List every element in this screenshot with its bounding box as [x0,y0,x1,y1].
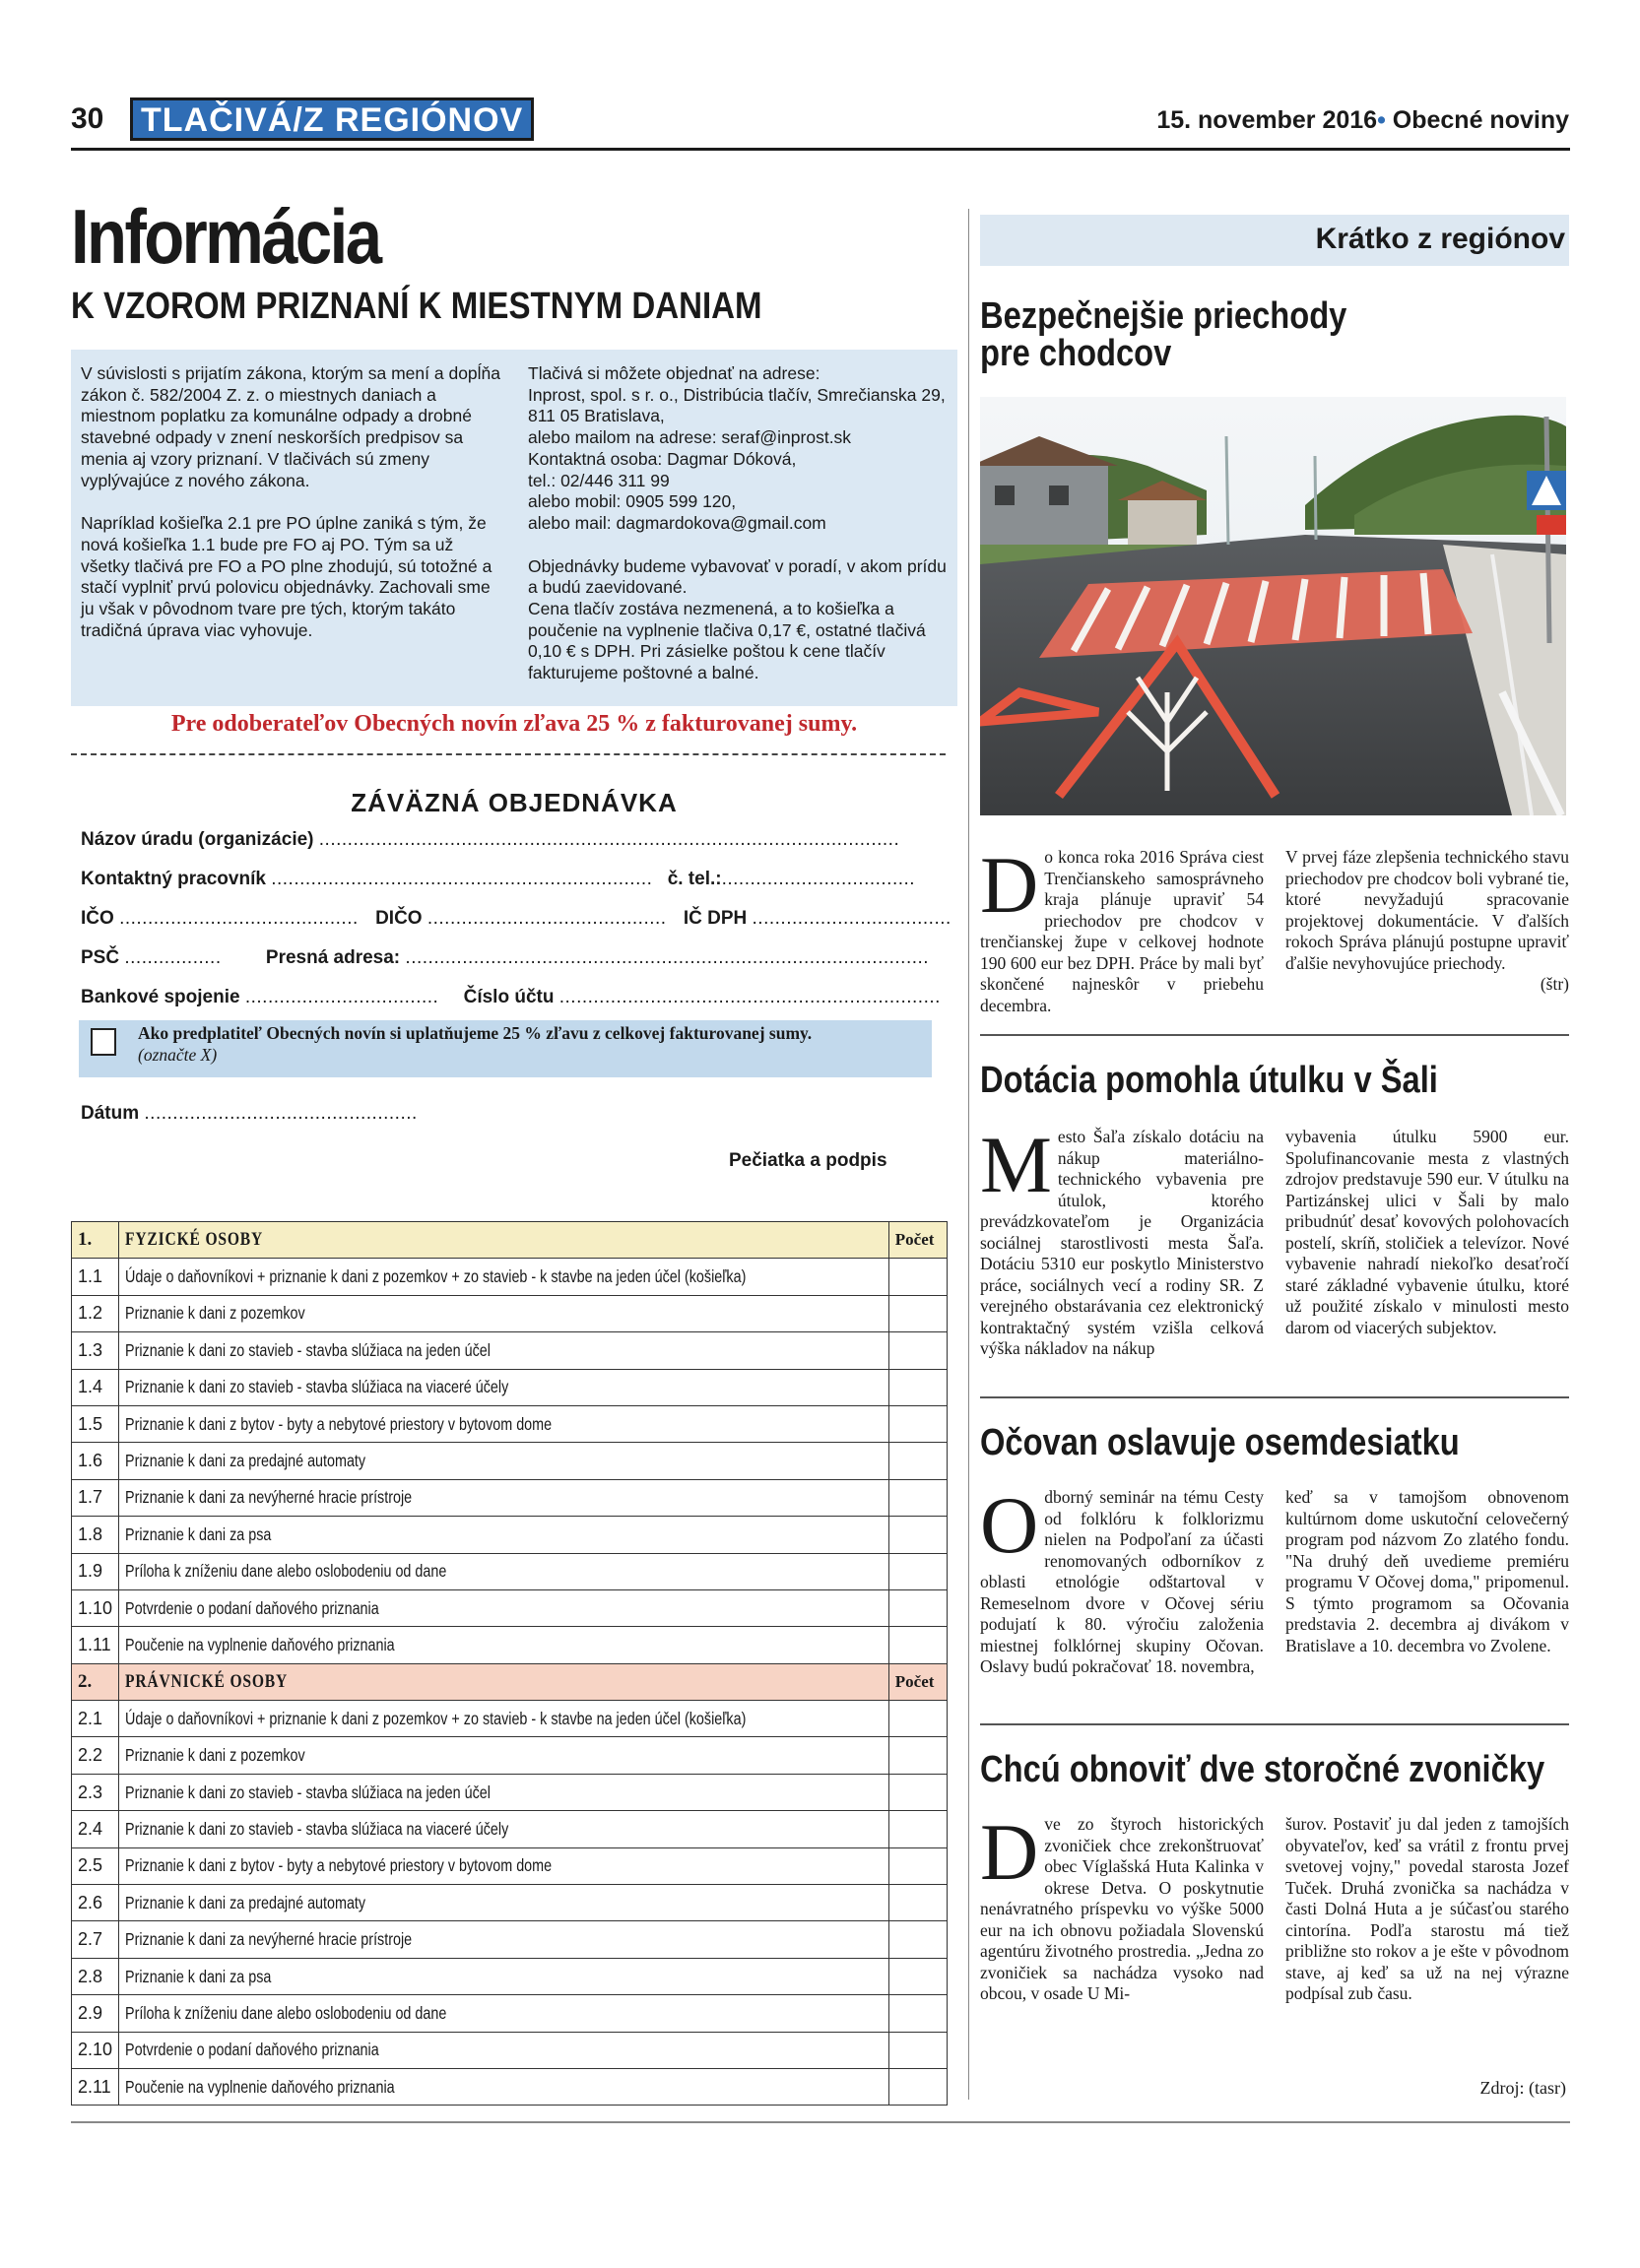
date-field[interactable]: ................................................ [144,1103,418,1124]
issue-info [1156,106,1569,135]
article-column [980,1120,1264,1360]
row-count-input[interactable] [888,1589,947,1626]
row-form-name: Priznanie k dani z pozemkov [119,1737,889,1774]
psc-field[interactable]: ................. [124,947,222,968]
table-row [72,1517,948,1553]
row-form-name: Priznanie k dani z pozemkov [119,1295,889,1331]
row-number: 1.3 [72,1332,119,1369]
row-count-input[interactable] [888,1405,947,1442]
section-banner-title: Krátko z regiónov [1315,223,1565,255]
article-separator [980,1396,1569,1398]
drop-cap: D [980,1807,1039,1897]
row-count-input[interactable] [888,1995,947,2032]
dic-field[interactable]: .......................................... [426,908,667,929]
info-line: alebo mail: dagmardokova@gmail.com [528,512,826,533]
row-number: 1.7 [72,1479,119,1516]
row-number: 1.9 [72,1553,119,1589]
row-count-input[interactable] [888,1958,947,1994]
row-count-input[interactable] [888,2068,947,2105]
crosswalk-photo [980,397,1566,815]
section-label: TLAČIVÁ/Z REGIÓNOV [130,97,534,141]
row-count-input[interactable] [888,1737,947,1774]
page-number: 30 [71,102,104,135]
drop-cap: O [980,1480,1039,1570]
info-left-column [81,363,504,663]
info-line: tel.: 02/446 311 99 [528,470,670,490]
paper-name: Obecné noviny [1392,106,1569,134]
info-line: Tlačivá si môžete objednať na adrese: [528,363,820,383]
table-row [72,1921,948,1958]
row-form-name: Poučenie na vyplnenie daňového priznania [119,2068,889,2105]
row-count-input[interactable] [888,1295,947,1331]
info-line: Kontaktná osoba: Dagmar Dóková, [528,448,797,469]
row-count-input[interactable] [888,1259,947,1295]
article-separator [980,1034,1569,1036]
drop-cap: D [980,840,1039,930]
table-row [72,1811,948,1847]
row-form-name: Priznanie k dani za nevýherné hracie prístroje [119,1479,889,1516]
row-number: 2.3 [72,1774,119,1810]
count-header: Počet [888,1663,947,1700]
page-subtitle: K VZOROM PRIZNANÍ K MIESTNYM DANIAM [71,286,762,327]
table-row [72,1995,948,2032]
row-count-input[interactable] [888,1443,947,1479]
article-title-line: pre chodcov [980,333,1172,374]
row-form-name: Priznanie k dani za predajné automaty [119,1443,889,1479]
icdph-field[interactable]: ................................... [752,908,951,929]
psc-label: PSČ [81,947,120,968]
article-text: esto Šaľa získalo dotáciu na nákup materiálno-technického vybavenia pre útulok, ktorého prevádzkovateľom je Organizácia sociálnej starostlivosti mesta Šaľa. Dotáciu 5310 eur poskytlo Ministerstvo práce, sociálnych vecí a rodiny SR. Z verejného obstarávania cez elektronický kontraktačný systém vzišla celková výška nákladov na nákup [980,1127,1264,1358]
row-count-input[interactable] [888,1332,947,1369]
article-text: vybavenia útulku 5900 eur. Spolufinancovanie mesta z vlastných zdrojov predstavuje 590 eur. V útulku na Partizánskej ulici v Šali by malo pribudnúť desať kovových polohovacích postelí, skríň, stoličiek a televízor. Nové vybavenie nahradí niekoľko desaťročí staré základné vybavenie útulku, ktoré už použité získalo v minulosti mesto darom od viacerých subjektov. [1285,1127,1569,1337]
row-form-name: Príloha k zníženiu dane alebo oslobodeniu od dane [119,1553,889,1589]
contact-row[interactable] [81,869,915,890]
row-count-input[interactable] [888,1517,947,1553]
table-row [72,1369,948,1405]
article-text: šurov. Postaviť ju dal jeden z tamojších obyvateľov, keď sa vrátil z frontu prvej svetovej vojny," povedal starosta Jozef Tuček. Druhá zvonička sa nachádza v časti Dolná Huta a je súčasťou starého cintorína. Podľa starostu má tiež približne sto rokov a je ešte v pôvodnom stave, aj keď sa už na nej výrazne podpísal zub času. [1285,1814,1569,2003]
article-column [980,1807,1264,2005]
phone-field[interactable]: .................................. [721,869,916,889]
section-title: PRÁVNICKÉ OSOBY [119,1663,889,1700]
article-text: dborný seminár na tému Cesty od folklóru k folklorizmu nielen na Podpoľaní za účasti renomovaných odborníkov z oblasti etnológie odštartoval v Remeselnom dvore v Očovej sériu podujatí k 80. výročiu založenia miestnej folklórnej skupiny Očovan. Oslavy budú pokračovať 18. novembra, [980,1487,1264,1676]
row-count-input[interactable] [888,1479,947,1516]
row-number: 2.10 [72,2032,119,2068]
row-number: 1.8 [72,1517,119,1553]
info-right-column [528,363,951,684]
article-text: o konca roka 2016 Správa ciest Trenčianskeho samosprávneho kraja plánuje upraviť 54 priechodov pre chodcov v trenčianskej župe v celkovej hodnote 190 600 eur bez DPH. Práce by mali byť skončené najneskôr v priebehu decembra. [980,847,1264,1015]
article-title [980,297,1346,372]
table-row [72,1701,948,1737]
subscriber-note: (označte X) [138,1045,218,1065]
info-line: alebo mailom na adrese: seraf@inprost.sk [528,427,852,448]
ico-label: IČO [81,908,114,929]
section-number: 2. [72,1663,119,1700]
article-title-line: Bezpečnejšie priechody [980,295,1347,337]
info-line: Objednávky budeme vybavovať v poradí, v akom prídu a budú zaevidované. [528,555,947,598]
article-column [1285,1127,1569,1338]
article-text: V prvej fáze zlepšenia technického stavu priechodov pre chodcov boli vybrané tie, ktoré nevyžadujú spracovanie projektovej dokumentácie. V ďalších rokoch Správa plánujú postupne upraviť ďalšie nevyhovujúce priechody. [1285,847,1569,973]
stamp-signature-label: Pečiatka a podpis [729,1150,887,1171]
article-signature: (štr) [1540,974,1569,994]
row-form-name: Priznanie k dani za nevýherné hracie prístroje [119,1921,889,1958]
phone-label: č. tel.: [667,869,722,889]
table-row [72,1405,948,1442]
article-column [980,1480,1264,1678]
row-form-name: Priznanie k dani zo stavieb - stavba slúžiaca na viaceré účely [119,1811,889,1847]
table-row [72,1627,948,1663]
row-number: 2.4 [72,1811,119,1847]
address-row[interactable] [81,947,929,969]
row-form-name: Poučenie na vyplnenie daňového priznania [119,1627,889,1663]
row-count-input[interactable] [888,2032,947,2068]
info-paragraph: Napríklad košieľka 2.1 pre PO úplne zaniká s tým, že nová košieľka 1.1 bude pre FO aj PO. Tým sa už všetky tlačivá pre FO a PO plne zhodujú, sú totožné a stačí vyplniť prvú polovicu objednávky. Zachovali sme ju však v pôvodnom tvare pre tých, ktorým takáto tradičná úprava viac vyhovuje. [81,513,492,640]
drop-cap: M [980,1120,1052,1209]
row-number: 2.9 [72,1995,119,2032]
table-row [72,1737,948,1774]
row-number: 1.10 [72,1589,119,1626]
header-rule [71,148,1570,151]
article-title: Očovan oslavuje osemdesiatku [980,1422,1460,1463]
source-credit: Zdroj: (tasr) [1479,2078,1566,2098]
table-row [72,1589,948,1626]
article-text: keď sa v tamojšom obnovenom kultúrnom dome uskutoční celovečerný program pod názvom Zo zlatého fondu. "Na druhý deň uvedieme premiéru programu V Očovej doma," pripomenul. S týmto programom sa Očovania predstavia 2. decembra aj divákom v Bratislave a 10. decembra vo Zvolene. [1285,1487,1569,1655]
row-form-name: Údaje o daňovníkovi + priznanie k dani z pozemkov + zo stavieb - k stavbe na jeden účel (košieľka) [119,1701,889,1737]
info-line: Cena tlačív zostáva nezmenená, a to košieľka a poučenie na vyplnenie tlačiva 0,17 €, ostatné tlačivá 0,10 € s DPH. Pri zásielke poštou k cene tlačív fakturujeme poštovné a balné. [528,599,926,683]
row-count-input[interactable] [888,1921,947,1958]
dic-label: DIČO [375,908,423,929]
article-column [1285,1487,1569,1656]
ico-field[interactable]: .......................................... [119,908,359,929]
table-row [72,1553,948,1589]
section-number: 1. [72,1222,119,1259]
section-title: FYZICKÉ OSOBY [119,1222,889,1259]
row-form-name: Priznanie k dani zo stavieb - stavba slúžiaca na viaceré účely [119,1369,889,1405]
row-form-name: Potvrdenie o podaní daňového priznania [119,2032,889,2068]
row-count-input[interactable] [888,1847,947,1884]
account-field[interactable]: ................................................................... [558,987,941,1007]
tax-ids-row[interactable] [81,908,951,930]
row-count-input[interactable] [888,1553,947,1589]
row-form-name: Priznanie k dani z bytov - byty a nebytové priestory v bytovom dome [119,1405,889,1442]
organization-label: Názov úradu (organizácie) [81,829,314,850]
row-form-name: Priznanie k dani za psa [119,1517,889,1553]
article-text: ve zo štyroch historických zvoničiek chce zrekonštruovať obec Víglašská Huta Kalinka v okrese Detva. O poskytnutie nenávratného príspevku vo výške 5000 eur na ich obnovu požiadala Slovenskú agentúru životného prostredia. „Jedna zo zvoničiek sa nachádza vysoko nad obcou, v osade U Mi- [980,1814,1264,2003]
issue-date: 15. november 2016 [1156,106,1378,134]
row-count-input[interactable] [888,1774,947,1810]
date-label: Dátum [81,1103,140,1124]
article-column [1285,847,1569,996]
row-number: 1.1 [72,1259,119,1295]
table-row [72,1332,948,1369]
discount-notice: Pre odoberateľov Obecných novín zľava 25 % z fakturovanej sumy. [170,711,858,737]
row-count-input[interactable] [888,1885,947,1921]
table-row [72,1958,948,1994]
row-number: 1.11 [72,1627,119,1663]
row-number: 1.4 [72,1369,119,1405]
subscriber-checkbox[interactable] [91,1028,116,1056]
article-separator [980,1723,1569,1725]
footer-rule [71,2121,1570,2123]
row-number: 2.6 [72,1885,119,1921]
bullet: • [1377,106,1386,134]
table-row [72,1847,948,1884]
bank-field[interactable]: .................................. [244,987,439,1007]
row-form-name: Potvrdenie o podaní daňového priznania [119,1589,889,1626]
table-row [72,1885,948,1921]
article-title: Dotácia pomohla útulku v Šali [980,1060,1438,1101]
info-line: Inprost, spol. s r. o., Distribúcia tlačív, Smrečianska 29, 811 05 Bratislava, [528,384,946,426]
column-divider [968,209,969,2100]
row-number: 1.6 [72,1443,119,1479]
order-title: ZÁVÄZNÁ OBJEDNÁVKA [351,788,678,817]
subscriber-label: Ako predplatiteľ Obecných novín si uplatňujeme 25 % zľavu z celkovej fakturovanej sumy. [138,1023,813,1043]
row-count-input[interactable] [888,1701,947,1737]
row-number: 2.7 [72,1921,119,1958]
row-count-input[interactable] [888,1811,947,1847]
row-count-input[interactable] [888,1627,947,1663]
bank-label: Bankové spojenie [81,987,240,1007]
article-column [1285,1814,1569,2005]
table-row [72,2068,948,2105]
row-form-name: Priznanie k dani zo stavieb - stavba slúžiaca na jeden účel [119,1332,889,1369]
account-label: Číslo účtu [463,987,555,1007]
forms-table [71,1221,948,2106]
subscriber-text [138,1022,916,1066]
article-title: Chcú obnoviť dve storočné zvoničky [980,1749,1545,1790]
address-label: Presná adresa: [265,947,401,968]
table-row [72,1443,948,1479]
contact-label: Kontaktný pracovník [81,869,266,889]
table-section-header [72,1222,948,1259]
row-form-name: Priznanie k dani z bytov - byty a nebytové priestory v bytovom dome [119,1847,889,1884]
cut-line [71,753,946,755]
row-form-name: Príloha k zníženiu dane alebo oslobodeniu od dane [119,1995,889,2032]
row-number: 2.5 [72,1847,119,1884]
page-title: Informácia [71,193,380,280]
count-header: Počet [888,1222,947,1259]
row-form-name: Priznanie k dani za psa [119,1958,889,1994]
info-paragraph: V súvislosti s prijatím zákona, ktorým sa mení a dopĺňa zákon č. 582/2004 Z. z. o miestnych daniach a miestnom poplatku za komunálne odpady a drobné stavebné odpady v znení neskorších predpisov sa menia aj vzory priznaní. V tlačivách sú zmeny vyplývajúce z nového zákona. [81,363,501,490]
row-number: 2.2 [72,1737,119,1774]
row-number: 2.11 [72,2068,119,2105]
date-row[interactable] [81,1103,418,1125]
address-field[interactable]: ............................................................................................ [405,947,930,968]
table-row [72,2032,948,2068]
info-line: alebo mobil: 0905 599 120, [528,491,737,512]
table-row [72,1774,948,1810]
table-section-header [72,1663,948,1700]
icdph-label: IČ DPH [683,908,748,929]
row-form-name: Priznanie k dani za predajné automaty [119,1885,889,1921]
organization-field[interactable]: ...................................................................................................... [318,829,900,850]
table-row [72,1259,948,1295]
organization-row[interactable] [81,829,899,851]
contact-field[interactable]: ................................................................... [271,869,653,889]
row-number: 2.8 [72,1958,119,1994]
row-form-name: Údaje o daňovníkovi + priznanie k dani z pozemkov + zo stavieb - k stavbe na jeden účel (košieľka) [119,1259,889,1295]
article-column [980,840,1264,1016]
row-form-name: Priznanie k dani zo stavieb - stavba slúžiaca na jeden účel [119,1774,889,1810]
row-number: 2.1 [72,1701,119,1737]
table-row [72,1479,948,1516]
table-row [72,1295,948,1331]
bank-row[interactable] [81,987,941,1008]
row-number: 1.2 [72,1295,119,1331]
row-number: 1.5 [72,1405,119,1442]
row-count-input[interactable] [888,1369,947,1405]
